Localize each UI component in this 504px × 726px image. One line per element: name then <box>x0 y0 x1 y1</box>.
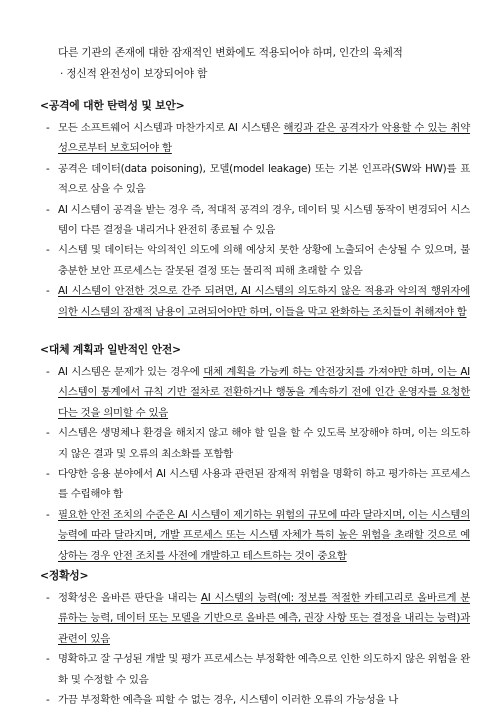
intro-paragraph <box>58 43 468 85</box>
underlined-text: AI 시스템이 안전한 것으로 간주 되려면, AI 시스템의 의도하지 않은 적용과 악의적 행위자에 의한 시스템의 잠재적 남용이 고려되어야만 하며, 이들을 막고 완화하는 조치들이 취해져야 함 <box>58 285 470 318</box>
bullet-item: - 명확하고 잘 구성된 개발 및 평가 프로세스는 부정확한 예측으로 인한 의도하지 않은 위험을 완화 및 수정할 수 있음 <box>40 649 470 690</box>
section-security <box>40 97 470 322</box>
bullet-item: - 가끔 부정확한 예측을 피할 수 없는 경우, 시스템이 이러한 오류의 가능성을 나 <box>40 690 470 710</box>
bullet-item <box>40 505 470 566</box>
bullet-list-accuracy <box>40 588 470 710</box>
section-fallback <box>40 341 470 566</box>
bullet-item: - 정확성은 올바른 판단을 내리는 AI 시스템의 능력(예: 정보를 적절한 카테고리로 올바르게 분류하는 능력, 데이터 또는 모델을 기반으로 올바른 예측, 권장 사항 또는 결정을 내리는 능력)과 관련이 있음 <box>40 588 470 649</box>
intro-line-1: 다른 기관의 존재에 대한 잠재적인 변화에도 적용되어야 하며, 인간의 육체적 <box>58 47 403 59</box>
section-heading-security: <공격에 대한 탄력성 및 보안> <box>40 99 185 112</box>
underlined-text: 해킹과 같은 공격자가 악용할 수 있는 취약성으로부터 보호되어야 함 <box>58 122 470 155</box>
bullet-list-fallback <box>40 362 470 566</box>
underlined-text: AI 시스템의 능력(예: 정보를 적절한 카테고리로 올바르게 분류하는 능력, 데이터 또는 모델을 기반으로 올바른 예측, 권장 사항 또는 결정을 내리는 능력)과 관련이 있음 <box>58 592 470 645</box>
section-accuracy <box>40 567 470 710</box>
bullet-item: - 시스템 및 데이터는 악의적인 의도에 의해 예상치 못한 상황에 노출되어 손상될 수 있으며, 불충분한 보안 프로세스는 잘못된 결정 또는 물리적 피해 초래할 수 있음 <box>40 240 470 281</box>
bullet-list-security <box>40 118 470 322</box>
bullet-item: - AI 시스템이 공격을 받는 경우 즉, 적대적 공격의 경우, 데이터 및 시스템 동작이 변경되어 시스템이 다른 결정을 내리거나 완전히 종료될 수 있음 <box>40 200 470 241</box>
bullet-item: - 시스템은 생명체나 환경을 해치지 않고 해야 할 일을 할 수 있도록 보장해야 하며, 이는 의도하지 않은 결과 및 오류의 최소화를 포함함 <box>40 423 470 464</box>
bullet-item <box>40 281 470 322</box>
intro-line-2: · 정신적 완전성이 보장되어야 함 <box>60 68 208 80</box>
section-heading-fallback: <대체 계획과 일반적인 안전> <box>40 343 181 356</box>
underlined-text: 필요한 안전 조치의 수준은 AI 시스템이 제기하는 위험의 규모에 따라 달라지며, 이는 시스템의 능력에 따라 달라지며, 개발 프로세스 또는 시스템 자체가 특히 높은 위험을 초래할 것으로 예상하는 경우 안전 조치를 사전에 개발하고 테스트하는 것이 중요함 <box>58 508 470 562</box>
bullet-item: - AI 시스템은 문제가 있는 경우에 대체 계획을 가능케 하는 안전장치를 가져야만 하며, 이는 AI 시스템이 통계에서 규칙 기반 절차로 전환하거나 행동을 계속하기 전에 인간 운영자를 요청한다는 것을 의미할 수 있음 <box>40 362 470 423</box>
bullet-item: - 모든 소프트웨어 시스템과 마찬가지로 AI 시스템은 해킹과 같은 공격자가 악용할 수 있는 취약성으로부터 보호되어야 함 <box>40 118 470 159</box>
section-heading-accuracy: <정확성> <box>40 569 89 582</box>
bullet-item: - 공격은 데이터(data poisoning), 모델(model leakage) 또는 기본 인프라(SW와 HW)를 표적으로 삼을 수 있음 <box>40 159 470 200</box>
bullet-item: - 다양한 응용 분야에서 AI 시스템 사용과 관련된 잠재적 위험을 명확히 하고 평가하는 프로세스를 수립해야 함 <box>40 464 470 505</box>
underlined-text: 대체 계획을 가능케 하는 안전장치를 가져야만 하며, 이는 AI 시스템이 통계에서 규칙 기반 절차로 전환하거나 행동을 계속하기 전에 인간 운영자를 요청한다는 것을 의미할 수 있음 <box>58 366 470 419</box>
